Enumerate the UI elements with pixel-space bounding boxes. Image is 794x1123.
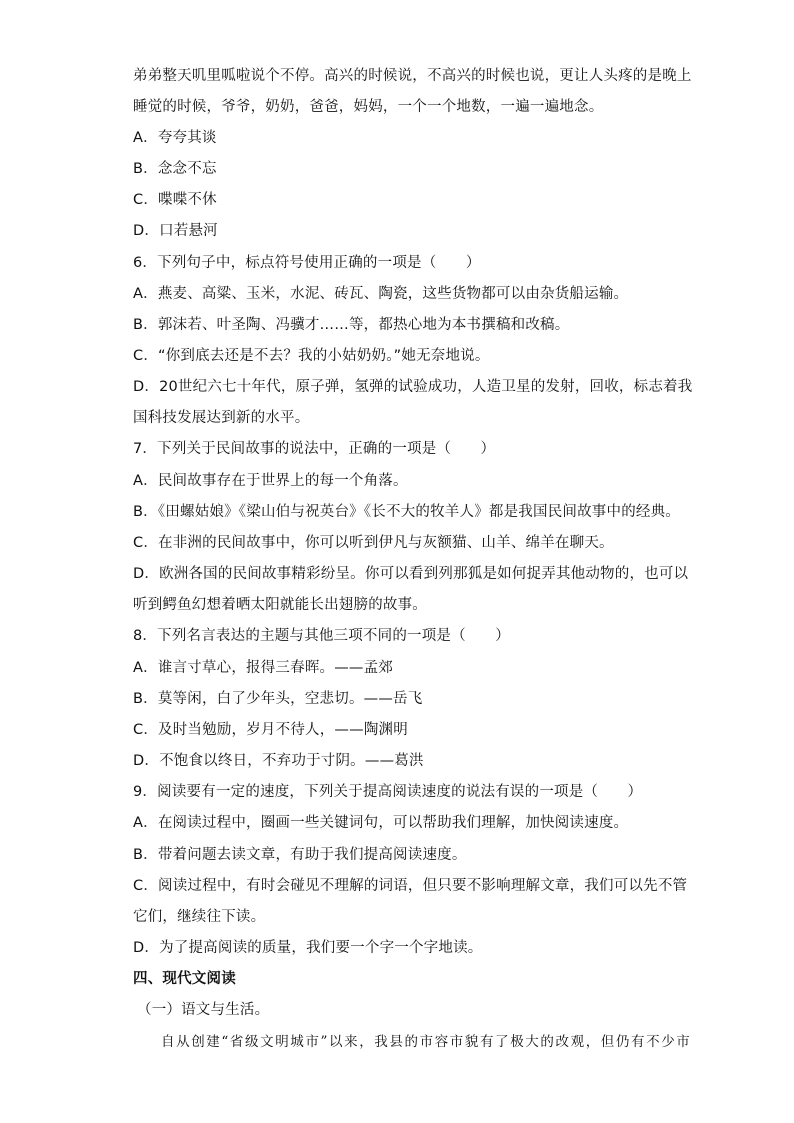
- option-c: C．喋喋不休: [133, 192, 217, 208]
- text-line: 听到鳄鱼幻想着晒太阳就能长出翅膀的故事。: [133, 597, 427, 613]
- question-9: 9．阅读要有一定的速度，下列关于提高阅读速度的说法有误的一项是（ ）: [133, 784, 643, 800]
- option-c: C．阅读过程中，有时会碰见不理解的词语，但只要不影响理解文章，我们可以先不管: [133, 878, 688, 894]
- text-line: 睡觉的时候，爷爷，奶奶，爸爸，妈妈，一个一个地数，一遍一遍地念。: [133, 99, 604, 115]
- option-c: C．“你到底去还是不去？我的小姑奶奶。”她无奈地说。: [133, 348, 490, 364]
- text-line: 弟弟整天叽里呱啦说个不停。高兴的时候说，不高兴的时候也说，更让人头疼的是晚上: [133, 68, 692, 84]
- option-b: B．莫等闲，白了少年头，空悲切。——岳飞: [133, 691, 423, 707]
- option-a: A．夸夸其谈: [133, 130, 217, 146]
- option-a: A．燕麦、高粱、玉米，水泥、砖瓦、陶瓷，这些货物都可以由杂货船运输。: [133, 286, 629, 302]
- option-b: B．《田螺姑娘》《梁山伯与祝英台》《长不大的牧羊人》都是我国民间故事中的经典。: [133, 504, 680, 520]
- option-a: A．谁言寸草心，报得三春晖。——孟郊: [133, 660, 394, 676]
- question-7: 7．下列关于民间故事的说法中，正确的一项是（ ）: [133, 441, 496, 457]
- option-b: B．郭沫若、叶圣陶、冯骥才……等，都热心地为本书撰稿和改稿。: [133, 317, 570, 333]
- option-b: B．带着问题去读文章，有助于我们提高阅读速度。: [133, 847, 467, 863]
- text-line: 它们，继续往下读。: [133, 909, 266, 925]
- option-c: C．及时当勉励，岁月不待人，——陶渊明: [133, 722, 408, 738]
- section-heading: 四、现代文阅读: [133, 971, 236, 987]
- option-d: D．为了提高阅读的质量，我们要一个字一个字地读。: [133, 940, 483, 956]
- option-d: D．不饱食以终日，不弃功于寸阴。——葛洪: [133, 753, 424, 769]
- option-d: D．欧洲各国的民间故事精彩纷呈。你可以看到列那狐是如何捉弄其他动物的，也可以: [133, 566, 689, 582]
- question-8: 8．下列名言表达的主题与其他三项不同的一项是（ ）: [133, 628, 510, 644]
- option-c: C．在非洲的民间故事中，你可以听到伊凡与灰额猫、山羊、绵羊在聊天。: [133, 535, 614, 551]
- option-a: A．在阅读过程中，圈画一些关键词句，可以帮助我们理解，加快阅读速度。: [133, 815, 629, 831]
- passage-paragraph: 自从创建“省级文明城市”以来，我县的市容市貌有了极大的改观，但仍有不少市: [161, 1034, 692, 1050]
- option-b: B．念念不忘: [133, 161, 217, 177]
- subsection-heading: （一）语文与生活。: [137, 1002, 270, 1018]
- text-line: 国科技发展达到新的水平。: [133, 410, 310, 426]
- question-6: 6．下列句子中，标点符号使用正确的一项是（ ）: [133, 255, 481, 271]
- option-d: D．20世纪六七十年代，原子弹，氢弹的试验成功，人造卫星的发射，回收，标志着我: [133, 379, 693, 395]
- option-a: A．民间故事存在于世界上的每一个角落。: [133, 473, 408, 489]
- option-d: D．口若悬河: [133, 223, 218, 239]
